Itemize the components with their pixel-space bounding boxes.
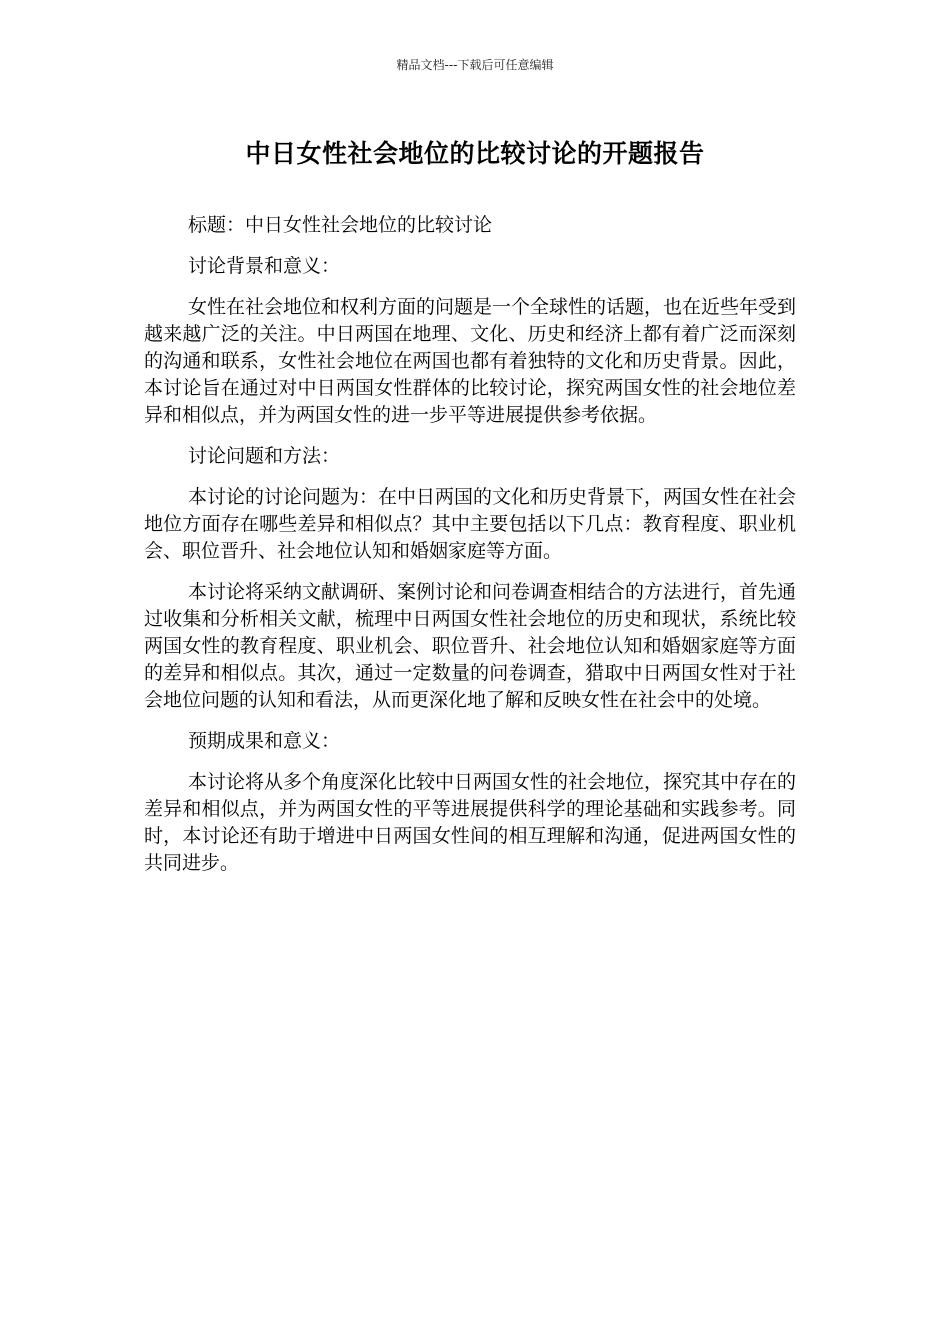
section-heading-background: 讨论背景和意义： <box>188 255 341 277</box>
section-heading-outcomes: 预期成果和意义： <box>188 730 341 752</box>
section-heading-methods: 讨论问题和方法： <box>188 445 341 467</box>
document-body <box>144 212 796 891</box>
page-header: 精品文档---下载后可任意编辑 <box>396 58 554 72</box>
paragraph-outcomes: 本讨论将从多个角度深化比较中日两国女性的社会地位，探究其中存在的差异和相似点，并为两国女性的平等进展提供科学的理论基础和实践参考。同时，本讨论还有助于增进中日两国女性间的相互理解和沟通，促进两国女性的共同进步。 <box>144 771 797 874</box>
paragraph-topic: 标题：中日女性社会地位的比较讨论 <box>188 214 493 236</box>
paragraph-methods: 本讨论将采纳文献调研、案例讨论和问卷调查相结合的方法进行，首先通过收集和分析相关文献，梳理中日两国女性社会地位的历史和现状，系统比较两国女性的教育程度、职业机会、职位晋升、社会地位认知和婚姻家庭等方面的差异和相似点。其次，通过一定数量的问卷调查，猎取中日两国女性对于社会地位问题的认知和看法，从而更深化地了解和反映女性在社会中的处境。 <box>144 581 797 711</box>
paragraph-background: 女性在社会地位和权利方面的问题是一个全球性的话题，也在近些年受到越来越广泛的关注。中日两国在地理、文化、历史和经济上都有着广泛而深刻的沟通和联系，女性社会地位在两国也都有着独特的文化和历史背景。因此，本讨论旨在通过对中日两国女性群体的比较讨论，探究两国女性的社会地位差异和相似点，并为两国女性的进一步平等进展提供参考依据。 <box>144 296 797 426</box>
paragraph-questions: 本讨论的讨论问题为：在中日两国的文化和历史背景下，两国女性在社会地位方面存在哪些差异和相似点？其中主要包括以下几点：教育程度、职业机会、职位晋升、社会地位认知和婚姻家庭等方面。 <box>144 486 797 562</box>
document-title: 中日女性社会地位的比较讨论的开题报告 <box>245 139 705 168</box>
